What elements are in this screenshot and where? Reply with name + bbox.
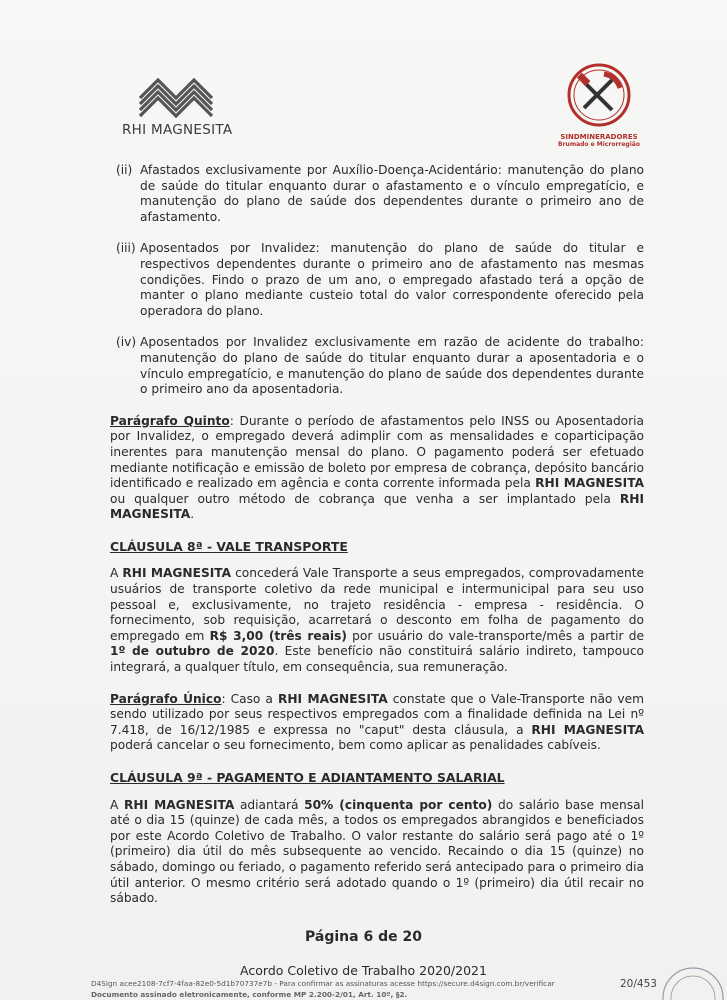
effective-date: 1º de outubro de 2020 bbox=[110, 644, 275, 659]
company-name-inline: RHI MAGNESITA bbox=[110, 491, 644, 522]
union-region: Brumado e Microrregião bbox=[558, 141, 640, 148]
paragrafo-quinto bbox=[110, 414, 644, 523]
company-logo bbox=[122, 70, 237, 138]
list-item bbox=[110, 163, 644, 225]
company-name-inline: RHI MAGNESITA bbox=[277, 691, 388, 706]
paragraph-text: A bbox=[110, 566, 123, 581]
paragraph-text: : Caso a bbox=[221, 691, 278, 706]
company-name: RHI MAGNESITA bbox=[122, 122, 233, 138]
list-item bbox=[110, 241, 644, 319]
clausula-9-text bbox=[110, 798, 644, 907]
item-text: Aposentados por Invalidez: manutenção do plano de saúde do titular e respectivos dependentes durante o primeiro ano de afastamento nas mesmas condições. Findo o prazo de um ano, o empregado afastado terá a opção de manter o plano mediante custeio total do valor correspondente oferecido pela operadora do plano. bbox=[140, 241, 644, 318]
union-name: SINDMINERADORES bbox=[560, 133, 638, 141]
signature-verification-line: D4Sign acee2108-7cf7-4faa-82e0-5d1b70737e7b - Para confirmar as assinaturas acesse https://secure.d4sign.com.br/verificar bbox=[91, 979, 555, 988]
paragraph-text: concederá Vale Transporte a seus empregados, comprovadamente usuários de transporte coletivo da rede municipal e intermunicipal para seu uso pessoal e, exclusivamente, no trajeto residência - empresa - residência. O fornecimento, sob requisição, acarretará o desconto em folha de pagamento do empregado em bbox=[110, 566, 645, 643]
company-name-inline: RHI MAGNESITA bbox=[122, 566, 232, 581]
clausula-9-title: CLÁUSULA 9ª - PAGAMENTO E ADIANTAMENTO SALARIAL bbox=[110, 770, 505, 785]
paragraph-label: Parágrafo Único bbox=[110, 691, 222, 706]
footer-doc-title: Acordo Coletivo de Trabalho 2020/2021 bbox=[240, 963, 487, 978]
item-number: (ii) bbox=[116, 163, 133, 177]
item-text: Aposentados por Invalidez exclusivamente em razão de acidente do trabalho: manutenção do plano de saúde do titular enquanto durar a aposentadoria e o vínculo empregatício, e manutenção do plano de saúde dos dependentes durante o primeiro ano da aposentadoria. bbox=[140, 335, 644, 397]
page-number: Página 6 de 20 bbox=[305, 929, 422, 945]
paragrafo-unico bbox=[110, 692, 644, 754]
paragraph-text: ou qualquer outro método de cobrança que venha a ser implantado pela bbox=[110, 491, 620, 506]
list-item bbox=[110, 335, 644, 397]
item-number: (iv) bbox=[116, 335, 137, 350]
paragraph-text: adiantará bbox=[234, 797, 305, 812]
company-name-inline: RHI MAGNESITA bbox=[531, 722, 644, 737]
paragraph-text: do salário base mensal até o dia 15 (quinze) de cada mês, a todos os empregados abrangidos e beneficiados por este Acordo Coletivo de Trabalho. O valor restante do salário será pago até o 1º (primeiro) dia útil do mês subsequente ao vencido. Recaindo o dia 15 (quinze) no sábado, domingo ou feriado, o pagamento referido será antecipado para o primeiro dia útil anterior. O mesmo critério será adotado quando o 1º (primeiro) dia útil recair no sábado. bbox=[110, 797, 644, 906]
advance-percent: 50% (cinquenta por cento) bbox=[304, 797, 493, 812]
paragraph-text: por usuário do vale-transporte/mês a partir de bbox=[346, 628, 644, 643]
company-name-inline: RHI MAGNESITA bbox=[123, 797, 235, 812]
item-text: Afastados exclusivamente por Auxílio-Doença-Acidentário: manutenção do plano de saúde do titular enquanto durar o afastamento e o vínculo empregatício, e manutenção do plano de saúde dos dependentes durante o primeiro ano de afastamento. bbox=[140, 163, 644, 224]
document-body bbox=[110, 163, 644, 907]
item-number: (iii) bbox=[116, 241, 136, 256]
sheet-number: 20/453 bbox=[620, 978, 657, 990]
pickaxe-hammer-icon bbox=[566, 62, 632, 128]
company-name-inline: RHI MAGNESITA bbox=[535, 476, 645, 491]
paragraph-text: constate que o Vale-Transporte não vem sendo utilizado por seus respectivos empregados com a finalidade definida na Lei nº 7.418, de 16/12/1985 e expressa no "caput" desta cláusula, a bbox=[110, 691, 645, 737]
union-seal bbox=[555, 62, 643, 148]
company-logo-mark bbox=[136, 70, 216, 118]
paragraph-text: A bbox=[110, 797, 124, 812]
paragraph-label: Parágrafo Quinto bbox=[110, 413, 230, 428]
paragraph-text: : Durante o período de afastamentos pelo INSS ou Aposentadoria por Invalidez, o empregado deverá adimplir com as mensalidades e coparticipação inerentes para manutenção mensal do plano. O pagamento poderá ser efetuado mediante notificação e emissão de boleto por empresa de cobrança, depósito bancário identificado e realizado em agência e conta corrente informada pela bbox=[110, 413, 645, 491]
paragraph-text: . Este benefício não constituirá salário indireto, tampouco integrará, a qualquer título, em consequência, sua remuneração. bbox=[110, 644, 644, 675]
registry-stamp-icon bbox=[655, 958, 725, 1000]
clausula-8-text bbox=[110, 566, 644, 675]
paragraph-text: . bbox=[190, 507, 195, 522]
transport-amount: R$ 3,00 (três reais) bbox=[209, 628, 347, 643]
clausula-8-title: CLÁUSULA 8ª - VALE TRANSPORTE bbox=[110, 538, 348, 554]
paragraph-text: poderá cancelar o seu fornecimento, bem como aplicar as penalidades cabíveis. bbox=[110, 738, 601, 753]
signature-legal-line: Documento assinado eletronicamente, conforme MP 2.200-2/01, Art. 10º, §2. bbox=[91, 990, 408, 999]
